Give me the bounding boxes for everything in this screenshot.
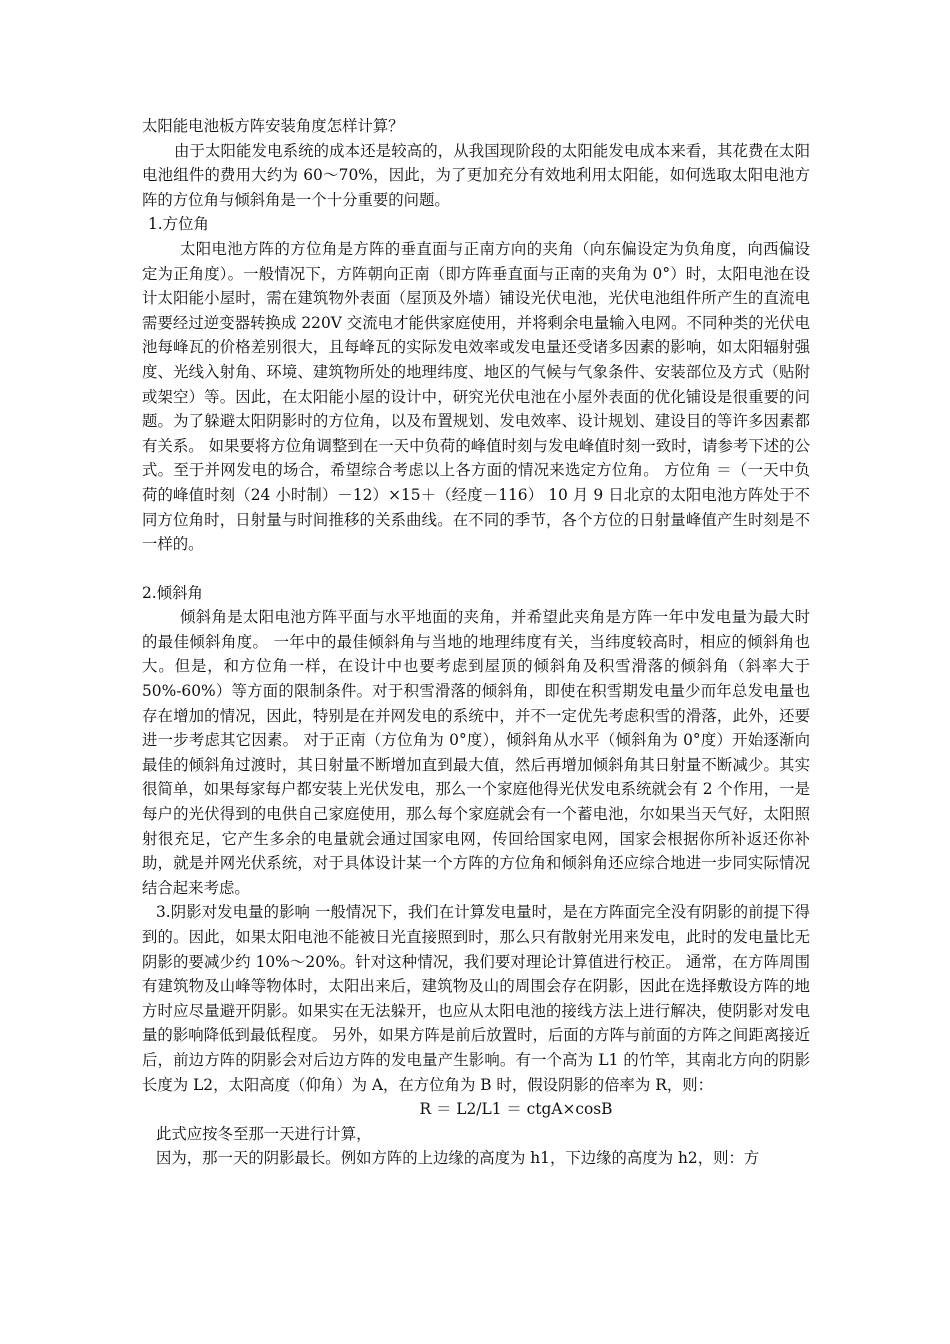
section-2-heading: 2.倾斜角: [142, 583, 203, 602]
section-1-heading: 1.方位角: [148, 215, 209, 234]
section-3-last-line: 因为，那一天的阴影最长。例如方阵的上边缘的高度为 h1，下边缘的高度为 h2，则：方: [156, 1149, 760, 1168]
document-title: 太阳能电池板方阵安装角度怎样计算？: [142, 117, 404, 135]
section-1-body: 太阳电池方阵的方位角是方阵的垂直面与正南方向的夹角（向东偏设定为负角度，向西偏设定为正角度）。一般情况下，方阵朝向正南（即方阵垂直面与正南的夹角为 0°）时，太阳电池在设计太阳能小屋时，需在建筑物外表面（屋顶及外墙）铺设光伏电池，光伏电池组件所产生的直流电需要经过逆变器转换成 220V 交流电才能供家庭使用，并将剩余电量输入电网。不同种类的光伏电池每峰瓦的价格差别很大，且每峰瓦的实际发电效率或发电量还受诸多因素的影响，如太阳辐射强度、光线入射角、环境、建筑物所处的地理纬度、地区的气候与气象条件、安装部位及方式（贴附或架空）等。因此，在太阳能小屋的设计中，研究光伏电池在小屋外表面的优化铺设是很重要的问题。为了躲避太阳阴影时的方位角，以及布置规划、发电效率、设计规划、建设目的等许多因素都有关系。 如果要将方位角调整到在一天中负荷的峰值时刻与发电峰值时刻一致时，请参考下述的公式。至于并网发电的场合，希望综合考虑以上各方面的情况来选定方位角。 方位角 ＝（一天中负荷的峰值时刻（24 小时制）－12）×15＋（经度－116） 10 月 9 日北京的太阳电池方阵处于不同方位角时，日射量与时间推移的关系曲线。在不同的季节，各个方位的日射量峰值产生时刻是不一样的。: [142, 239, 810, 554]
section-2-body: 倾斜角是太阳电池方阵平面与水平地面的夹角，并希望此夹角是方阵一年中发电量为最大时的最佳倾斜角度。 一年中的最佳倾斜角与当地的地理纬度有关，当纬度较高时，相应的倾斜角也大。但是，和方位角一样，在设计中也要考虑到屋顶的倾斜角及积雪滑落的倾斜角（斜率大于 50%-60%）等方面的限制条件。对于积雪滑落的倾斜角，即使在积雪期发电量少而年总发电量也存在增加的情况，因此，特别是在并网发电的系统中，并不一定优先考虑积雪的滑落，此外，还要进一步考虑其它因素。 对于正南（方位角为 0°度），倾斜角从水平（倾斜角为 0°度）开始逐渐向最佳的倾斜角过渡时，其日射量不断增加直到最大值，然后再增加倾斜角其日射量不断减少。其实很简单，如果每家每户都安装上光伏发电，那么一个家庭他得光伏发电系统就会有 2 个作用，一是每户的光伏得到的电供自己家庭使用，那么每个家庭就会有一个蓄电池，尔如果当天气好，太阳照射很充足，它产生多余的电量就会通过国家电网，传回给国家电网，国家会根据你所补返还你补助，就是并网光伏系统，对于具体设计某一个方阵的方位角和倾斜角还应综合地进一步同实际情况结合起来考虑。: [142, 608, 810, 897]
document-page: [142, 114, 810, 1171]
section-gap: [142, 557, 810, 581]
section-3-note: 此式应按冬至那一天进行计算，: [156, 1124, 372, 1143]
section-3-body: 3.阴影对发电量的影响 一般情况下，我们在计算发电量时，是在方阵面完全没有阴影的前提下得到的。因此，如果太阳电池不能被日光直接照到时，那么只有散射光用来发电，此时的发电量比无阴影的要减少约 10%～20%。针对这种情况，我们要对理论计算值进行校正。 通常，在方阵周围有建筑物及山峰等物体时，太阳出来后，建筑物及山的周围会存在阴影，因此在选择敷设方阵的地方时应尽量避开阴影。如果实在无法躲开，也应从太阳电池的接线方法上进行解决，使阴影对发电量的影响降低到最低程度。 另外，如果方阵是前后放置时，后面的方阵与前面的方阵之间距离接近后，前边方阵的阴影会对后边方阵的发电量产生影响。有一个高为 L1 的竹竿，其南北方向的阴影长度为 L2，太阳高度（仰角）为 A，在方位角为 B 时，假设阴影的倍率为 R，则：: [142, 903, 810, 1094]
intro-paragraph: 由于太阳能发电系统的成本还是较高的，从我国现阶段的太阳能发电成本来看，其花费在太阳电池组件的费用大约为 60～70%，因此，为了更加充分有效地利用太阳能，如何选取太阳电池方阵的方位角与倾斜角是一个十分重要的问题。: [142, 141, 810, 209]
shadow-ratio-formula: R ＝ L2/L1 ＝ ctgA×cosB: [419, 1100, 613, 1119]
